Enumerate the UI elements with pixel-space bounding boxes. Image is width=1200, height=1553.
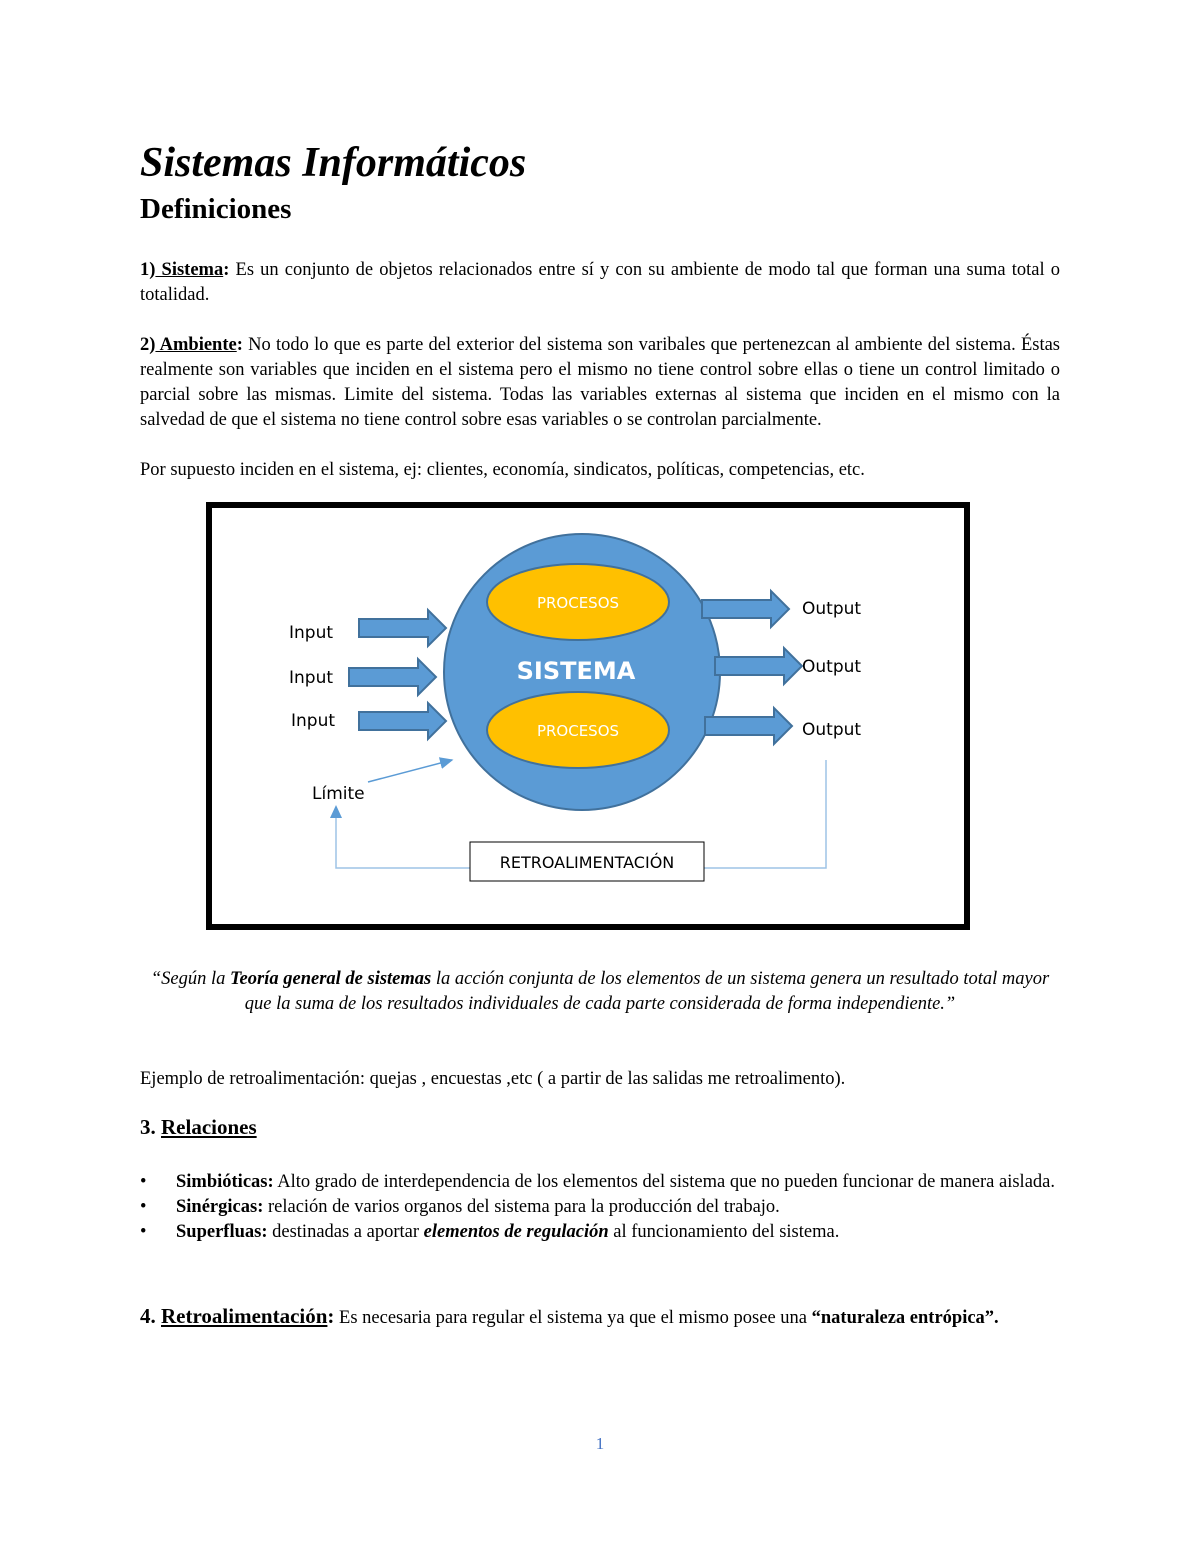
output-label-2: Output	[802, 657, 862, 677]
limit-label: Límite	[312, 784, 365, 804]
def2-number: 2)	[140, 335, 156, 355]
list-item	[140, 1195, 1060, 1220]
bullet-icon: •	[140, 1222, 147, 1242]
ambiente-examples: Por supuesto inciden en el sistema, ej: clientes, economía, sindicatos, políticas, competencias, etc.	[140, 460, 865, 480]
quote-rest: la acción conjunta de los elementos de un sistema genera un resultado total mayor que la suma de los resultados individuales de cada parte considerada de forma independiente.”	[244, 969, 1050, 1014]
retro-colon: :	[327, 1304, 335, 1328]
feedback-example: Ejemplo de retroalimentación: quejas , encuestas ,etc ( a partir de las salidas me retroalimento).	[140, 1069, 846, 1089]
item-emphasis: elementos de regulación	[423, 1222, 609, 1242]
system-label: SISTEMA	[516, 657, 636, 685]
output-label-3: Output	[802, 720, 862, 740]
bullet-icon: •	[140, 1172, 147, 1192]
retro-number: 4.	[140, 1304, 161, 1328]
quote-bold: Teoría general de sistemas	[229, 969, 432, 989]
retro-bold: “naturaleza entrópica”.	[811, 1308, 999, 1328]
input-label-1: Input	[289, 623, 334, 643]
def2-colon: :	[236, 335, 243, 355]
section-title: Definiciones	[140, 193, 292, 225]
list-item	[140, 1170, 1060, 1195]
def2-text: No todo lo que es parte del exterior del sistema son varibales que pertenezcan al ambiente del sistema. Éstas realmente son variables que inciden en el sistema pero el mismo no tiene control sobre ellas o tiene un control limitado o parcial sobre las mismas. Limite del sistema. Todas las variables externas al sistema que inciden en el mismo con la salvedad de que el sistema no tiene control sobre esas variables o se controlan parcialmente.	[140, 335, 1060, 430]
output-label-1: Output	[802, 599, 862, 619]
item-term: Simbióticas:	[176, 1172, 274, 1192]
process-top-label: PROCESOS	[536, 594, 620, 612]
def1-text: Es un conjunto de objetos relacionados entre sí y con su ambiente de modo tal que forman una suma total o totalidad.	[140, 260, 1060, 305]
systems-theory-quote	[150, 967, 1050, 1017]
quote-open: “Según la	[150, 969, 230, 989]
item-text-end: al funcionamiento del sistema.	[608, 1222, 840, 1242]
retro-heading: Retroalimentación	[161, 1304, 328, 1328]
relaciones-number: 3.	[140, 1115, 161, 1139]
def2-term: Ambiente	[155, 335, 237, 355]
relaciones-heading	[140, 1115, 257, 1140]
def1-colon: :	[223, 260, 230, 280]
item-text: relación de varios organos del sistema para la producción del trabajo.	[263, 1197, 780, 1217]
relaciones-list	[140, 1170, 1060, 1245]
item-term: Sinérgicas:	[176, 1197, 264, 1217]
definition-sistema	[140, 258, 1060, 308]
item-term: Superfluas:	[176, 1222, 268, 1242]
bullet-icon: •	[140, 1197, 147, 1217]
page-title: Sistemas Informáticos	[140, 140, 527, 186]
page-number: 1	[595, 1434, 605, 1453]
list-item	[140, 1220, 1060, 1245]
definition-ambiente	[140, 333, 1060, 433]
item-text: destinadas a aportar	[267, 1222, 424, 1242]
process-bottom-label: PROCESOS	[536, 722, 620, 740]
input-label-2: Input	[289, 668, 334, 688]
retro-text: Es necesaria para regular el sistema ya que el mismo posee una	[334, 1308, 812, 1328]
feedback-label: RETROALIMENTACIÓN	[499, 853, 675, 872]
def1-term: Sistema	[155, 260, 224, 280]
retroalimentacion-paragraph	[140, 1298, 1060, 1336]
item-text: Alto grado de interdependencia de los elementos del sistema que no pueden funcionar de manera aislada.	[273, 1172, 1055, 1192]
system-diagram	[206, 502, 970, 930]
def1-number: 1)	[140, 260, 156, 280]
relaciones-title: Relaciones	[161, 1115, 257, 1139]
input-label-3: Input	[291, 711, 336, 731]
